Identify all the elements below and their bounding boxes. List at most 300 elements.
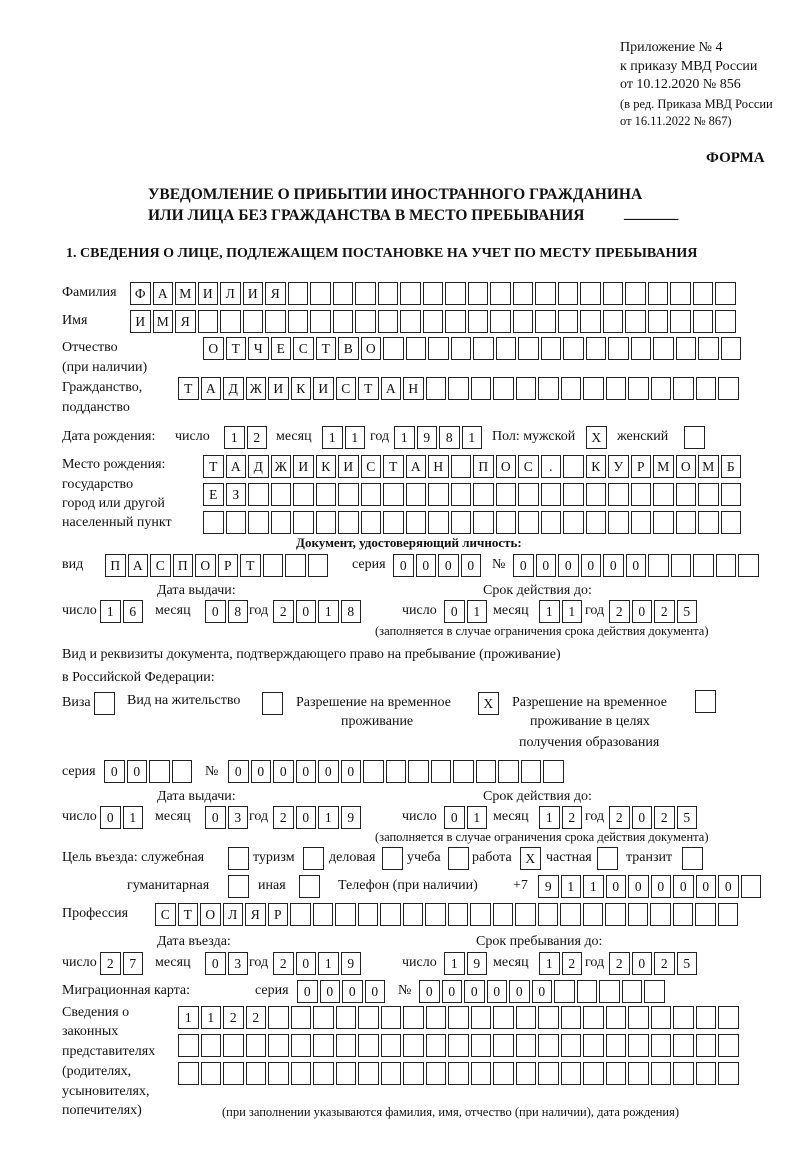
char-box[interactable] [698,511,719,534]
char-box[interactable]: 6 [123,600,144,623]
char-box[interactable]: А [226,455,247,478]
char-box[interactable] [473,483,494,506]
char-box[interactable] [628,377,649,400]
char-box[interactable] [308,554,329,577]
char-box[interactable]: 2 [100,952,121,975]
char-box[interactable] [563,337,584,360]
char-box[interactable] [583,1062,604,1085]
id-valid-day-field[interactable] [444,600,487,622]
char-box[interactable] [563,511,584,534]
char-box[interactable]: О [203,337,224,360]
char-box[interactable]: Т [178,903,199,926]
char-box[interactable]: 2 [273,806,294,829]
char-box[interactable] [303,847,324,870]
char-box[interactable]: 0 [532,980,553,1003]
char-box[interactable] [473,337,494,360]
char-box[interactable]: В [338,337,359,360]
char-box[interactable] [363,760,384,783]
char-box[interactable] [648,554,669,577]
char-box[interactable]: А [381,377,402,400]
char-box[interactable] [586,511,607,534]
char-box[interactable]: 1 [201,1006,222,1029]
char-box[interactable] [335,903,356,926]
char-box[interactable]: З [226,483,247,506]
char-box[interactable] [378,310,399,333]
char-box[interactable]: 1 [467,600,488,623]
char-box[interactable] [493,1006,514,1029]
char-box[interactable]: 5 [677,600,698,623]
char-box[interactable] [316,511,337,534]
char-box[interactable]: 3 [228,806,249,829]
char-box[interactable] [518,337,539,360]
char-box[interactable]: 1 [583,875,604,898]
char-box[interactable]: Т [240,554,261,577]
char-box[interactable]: Н [428,455,449,478]
char-box[interactable] [513,310,534,333]
char-box[interactable] [698,337,719,360]
representatives-line-3[interactable] [178,1062,739,1084]
char-box[interactable]: Т [316,337,337,360]
char-box[interactable] [698,483,719,506]
char-box[interactable] [696,377,717,400]
char-box[interactable] [516,1006,537,1029]
char-box[interactable] [293,511,314,534]
char-box[interactable] [583,1006,604,1029]
char-box[interactable] [423,282,444,305]
char-box[interactable] [561,1062,582,1085]
char-box[interactable] [628,903,649,926]
char-box[interactable] [684,426,705,449]
char-box[interactable]: 8 [228,600,249,623]
char-box[interactable] [493,1062,514,1085]
char-box[interactable]: С [336,377,357,400]
char-box[interactable]: Т [383,455,404,478]
char-box[interactable] [338,483,359,506]
char-box[interactable]: И [268,377,289,400]
permit-valid-day-field[interactable] [444,806,487,828]
char-box[interactable]: 2 [562,952,583,975]
char-box[interactable] [94,692,115,715]
char-box[interactable]: 1 [539,952,560,975]
char-box[interactable] [493,377,514,400]
char-box[interactable] [599,980,620,1003]
char-box[interactable] [563,455,584,478]
char-box[interactable]: 0 [297,980,318,1003]
char-box[interactable]: 0 [296,806,317,829]
char-box[interactable] [228,847,249,870]
char-box[interactable] [383,511,404,534]
char-box[interactable] [538,1006,559,1029]
char-box[interactable]: 0 [696,875,717,898]
char-box[interactable] [445,282,466,305]
char-box[interactable] [271,511,292,534]
char-box[interactable] [425,903,446,926]
char-box[interactable] [403,903,424,926]
phone-field[interactable] [538,875,761,897]
char-box[interactable] [603,310,624,333]
char-box[interactable] [338,511,359,534]
char-box[interactable]: С [150,554,171,577]
permit-series-field[interactable] [104,760,192,782]
char-box[interactable]: 0 [461,554,482,577]
char-box[interactable]: Е [271,337,292,360]
char-box[interactable]: 1 [539,600,560,623]
char-box[interactable]: 0 [419,980,440,1003]
char-box[interactable] [358,1062,379,1085]
char-box[interactable] [738,554,759,577]
char-box[interactable] [516,1034,537,1057]
char-box[interactable] [355,282,376,305]
char-box[interactable] [316,483,337,506]
char-box[interactable] [676,337,697,360]
char-box[interactable] [386,760,407,783]
char-box[interactable] [310,310,331,333]
char-box[interactable] [383,483,404,506]
char-box[interactable]: 0 [487,980,508,1003]
char-box[interactable]: 0 [205,806,226,829]
char-box[interactable] [380,903,401,926]
char-box[interactable]: 0 [536,554,557,577]
char-box[interactable] [577,980,598,1003]
char-box[interactable]: 1 [224,426,245,449]
char-box[interactable] [648,282,669,305]
char-box[interactable]: С [518,455,539,478]
char-box[interactable] [313,1062,334,1085]
char-box[interactable] [448,1034,469,1057]
birth-place-line-3[interactable] [203,511,741,533]
id-doc-number-field[interactable] [513,554,759,576]
char-box[interactable]: X [478,692,499,715]
char-box[interactable] [476,760,497,783]
char-box[interactable] [622,980,643,1003]
char-box[interactable] [313,1006,334,1029]
entry-year-field[interactable] [273,952,361,974]
char-box[interactable] [431,760,452,783]
char-box[interactable] [400,310,421,333]
char-box[interactable]: М [175,282,196,305]
char-box[interactable] [403,1006,424,1029]
char-box[interactable]: 0 [718,875,739,898]
char-box[interactable]: Я [175,310,196,333]
char-box[interactable]: Ж [271,455,292,478]
char-box[interactable] [383,337,404,360]
char-box[interactable]: 2 [247,426,268,449]
char-box[interactable] [223,1062,244,1085]
purpose-transit-checkbox[interactable] [682,847,703,869]
char-box[interactable]: 0 [100,806,121,829]
char-box[interactable] [693,554,714,577]
char-box[interactable]: 0 [342,980,363,1003]
visa-checkbox[interactable] [94,692,115,714]
char-box[interactable]: 0 [632,600,653,623]
char-box[interactable] [631,337,652,360]
char-box[interactable] [625,310,646,333]
char-box[interactable]: 0 [606,875,627,898]
char-box[interactable] [493,1034,514,1057]
char-box[interactable] [538,1062,559,1085]
char-box[interactable] [426,377,447,400]
char-box[interactable]: Я [265,282,286,305]
char-box[interactable]: И [243,282,264,305]
char-box[interactable]: Ч [248,337,269,360]
char-box[interactable]: 1 [318,952,339,975]
purpose-tourism-checkbox[interactable] [303,847,324,869]
char-box[interactable] [288,310,309,333]
char-box[interactable] [676,483,697,506]
char-box[interactable]: 1 [467,806,488,829]
char-box[interactable] [628,1062,649,1085]
char-box[interactable]: 2 [654,806,675,829]
char-box[interactable] [291,1034,312,1057]
char-box[interactable] [721,337,742,360]
char-box[interactable] [608,511,629,534]
char-box[interactable] [473,511,494,534]
char-box[interactable] [543,760,564,783]
char-box[interactable]: 1 [539,806,560,829]
char-box[interactable]: С [155,903,176,926]
char-box[interactable] [644,980,665,1003]
char-box[interactable] [198,310,219,333]
char-box[interactable] [490,310,511,333]
char-box[interactable] [682,847,703,870]
id-issue-day-field[interactable] [100,600,143,622]
char-box[interactable]: 0 [626,554,647,577]
char-box[interactable]: П [105,554,126,577]
char-box[interactable] [631,511,652,534]
char-box[interactable]: О [195,554,216,577]
char-box[interactable]: 2 [654,952,675,975]
char-box[interactable]: 0 [513,554,534,577]
char-box[interactable]: . [541,455,562,478]
char-box[interactable]: Т [358,377,379,400]
char-box[interactable] [715,310,736,333]
char-box[interactable] [468,282,489,305]
char-box[interactable]: 0 [416,554,437,577]
char-box[interactable] [650,903,671,926]
char-box[interactable] [696,1006,717,1029]
char-box[interactable]: С [293,337,314,360]
char-box[interactable] [223,1034,244,1057]
char-box[interactable] [716,554,737,577]
char-box[interactable] [496,511,517,534]
char-box[interactable]: О [361,337,382,360]
char-box[interactable] [561,1034,582,1057]
char-box[interactable] [400,282,421,305]
id-issue-month-field[interactable] [205,600,248,622]
char-box[interactable]: И [293,455,314,478]
char-box[interactable] [263,554,284,577]
char-box[interactable]: 8 [341,600,362,623]
char-box[interactable] [468,310,489,333]
char-box[interactable]: Т [226,337,247,360]
char-box[interactable] [262,692,283,715]
char-box[interactable] [653,337,674,360]
char-box[interactable] [538,1034,559,1057]
char-box[interactable]: 0 [296,760,317,783]
char-box[interactable]: 9 [341,952,362,975]
char-box[interactable]: 0 [296,600,317,623]
char-box[interactable] [670,282,691,305]
char-box[interactable]: 0 [632,806,653,829]
char-box[interactable] [541,337,562,360]
char-box[interactable] [651,1062,672,1085]
char-box[interactable]: А [406,455,427,478]
char-box[interactable]: 0 [438,554,459,577]
char-box[interactable] [670,310,691,333]
char-box[interactable]: М [153,310,174,333]
stay-year-field[interactable] [609,952,697,974]
char-box[interactable]: Т [203,455,224,478]
char-box[interactable]: О [200,903,221,926]
char-box[interactable] [558,282,579,305]
char-box[interactable] [268,1006,289,1029]
permit-issue-month-field[interactable] [205,806,248,828]
char-box[interactable]: 1 [345,426,366,449]
char-box[interactable]: 1 [123,806,144,829]
char-box[interactable] [403,1034,424,1057]
profession-field[interactable] [155,903,738,925]
char-box[interactable] [498,760,519,783]
char-box[interactable]: И [313,377,334,400]
char-box[interactable]: 0 [296,952,317,975]
purpose-humanitarian-checkbox[interactable] [228,875,249,897]
char-box[interactable]: К [586,455,607,478]
char-box[interactable] [516,1062,537,1085]
char-box[interactable] [496,483,517,506]
char-box[interactable]: 0 [628,875,649,898]
char-box[interactable] [336,1006,357,1029]
char-box[interactable]: И [198,282,219,305]
char-box[interactable] [445,310,466,333]
char-box[interactable] [693,282,714,305]
char-box[interactable] [631,483,652,506]
birth-year-field[interactable] [394,426,482,448]
id-valid-year-field[interactable] [609,600,697,622]
char-box[interactable]: 1 [318,806,339,829]
char-box[interactable]: 0 [341,760,362,783]
char-box[interactable] [361,483,382,506]
char-box[interactable] [451,337,472,360]
char-box[interactable] [561,1006,582,1029]
sex-female-checkbox[interactable] [684,426,705,448]
char-box[interactable] [448,377,469,400]
char-box[interactable]: Я [245,903,266,926]
char-box[interactable] [299,875,320,898]
char-box[interactable] [448,903,469,926]
permit-number-field[interactable] [228,760,564,782]
char-box[interactable] [358,1006,379,1029]
char-box[interactable] [228,875,249,898]
char-box[interactable] [563,483,584,506]
purpose-study-checkbox[interactable] [448,847,469,869]
char-box[interactable] [693,310,714,333]
char-box[interactable]: 0 [558,554,579,577]
char-box[interactable] [336,1034,357,1057]
char-box[interactable] [558,310,579,333]
char-box[interactable] [291,1062,312,1085]
purpose-business-checkbox[interactable] [382,847,403,869]
char-box[interactable] [201,1034,222,1057]
char-box[interactable]: К [291,377,312,400]
char-box[interactable]: 9 [467,952,488,975]
char-box[interactable]: И [130,310,151,333]
char-box[interactable] [246,1034,267,1057]
char-box[interactable] [608,337,629,360]
permit-issue-year-field[interactable] [273,806,361,828]
sex-male-checkbox[interactable] [586,426,607,448]
char-box[interactable] [381,1006,402,1029]
char-box[interactable] [606,1006,627,1029]
char-box[interactable]: 9 [417,426,438,449]
char-box[interactable] [271,483,292,506]
char-box[interactable] [426,1006,447,1029]
char-box[interactable]: Р [268,903,289,926]
purpose-work-checkbox[interactable] [520,847,541,869]
char-box[interactable] [651,1034,672,1057]
char-box[interactable]: 0 [205,952,226,975]
char-box[interactable]: 3 [228,952,249,975]
char-box[interactable] [451,483,472,506]
birth-day-field[interactable] [224,426,267,448]
char-box[interactable] [203,511,224,534]
char-box[interactable] [541,483,562,506]
char-box[interactable] [248,483,269,506]
char-box[interactable]: Е [203,483,224,506]
char-box[interactable] [268,1034,289,1057]
char-box[interactable] [676,511,697,534]
char-box[interactable] [493,903,514,926]
char-box[interactable]: У [608,455,629,478]
char-box[interactable] [406,511,427,534]
char-box[interactable]: 0 [651,875,672,898]
char-box[interactable] [606,1062,627,1085]
char-box[interactable]: 0 [632,952,653,975]
char-box[interactable] [220,310,241,333]
char-box[interactable] [265,310,286,333]
char-box[interactable]: 1 [318,600,339,623]
entry-day-field[interactable] [100,952,143,974]
char-box[interactable] [448,847,469,870]
char-box[interactable] [606,1034,627,1057]
char-box[interactable] [313,903,334,926]
char-box[interactable] [288,282,309,305]
char-box[interactable]: П [473,455,494,478]
char-box[interactable]: 8 [439,426,460,449]
purpose-other-checkbox[interactable] [299,875,320,897]
char-box[interactable] [721,511,742,534]
char-box[interactable] [673,1034,694,1057]
char-box[interactable]: А [128,554,149,577]
id-valid-month-field[interactable] [539,600,582,622]
char-box[interactable]: 0 [464,980,485,1003]
char-box[interactable] [358,1034,379,1057]
char-box[interactable]: 0 [509,980,530,1003]
char-box[interactable]: 0 [320,980,341,1003]
char-box[interactable] [426,1062,447,1085]
char-box[interactable]: Р [218,554,239,577]
char-box[interactable] [290,903,311,926]
char-box[interactable]: 1 [562,600,583,623]
birth-place-line-2[interactable] [203,483,741,505]
char-box[interactable]: Н [403,377,424,400]
char-box[interactable] [243,310,264,333]
char-box[interactable] [718,903,739,926]
patronymic-field[interactable] [203,337,741,359]
char-box[interactable] [471,1034,492,1057]
char-box[interactable]: 1 [462,426,483,449]
char-box[interactable] [226,511,247,534]
representatives-line-2[interactable] [178,1034,739,1056]
